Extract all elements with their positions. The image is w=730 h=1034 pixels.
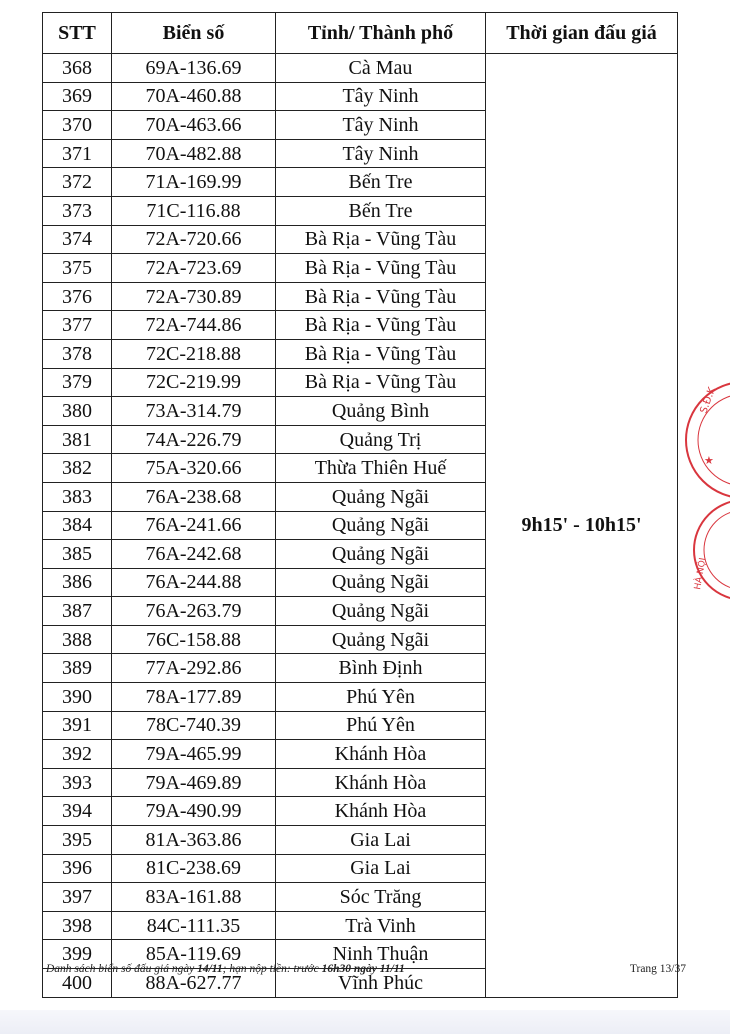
cell-plate: 78C-740.39 xyxy=(112,711,276,740)
cell-province: Bà Rịa - Vũng Tàu xyxy=(276,225,486,254)
cell-plate: 70A-482.88 xyxy=(112,139,276,168)
cell-plate: 71C-116.88 xyxy=(112,196,276,225)
cell-plate: 79A-490.99 xyxy=(112,797,276,826)
cell-stt: 391 xyxy=(43,711,112,740)
cell-stt: 371 xyxy=(43,139,112,168)
stamp-text: S.Đ.K xyxy=(698,385,719,416)
page-footer xyxy=(46,963,686,975)
cell-province: Quảng Bình xyxy=(276,397,486,426)
cell-stt: 386 xyxy=(43,568,112,597)
cell-plate: 81A-363.86 xyxy=(112,826,276,855)
cell-stt: 384 xyxy=(43,511,112,540)
cell-province: Quảng Ngãi xyxy=(276,540,486,569)
header-stt: STT xyxy=(43,13,112,54)
official-stamp xyxy=(646,372,730,602)
cell-stt: 389 xyxy=(43,654,112,683)
cell-stt: 382 xyxy=(43,454,112,483)
cell-plate: 83A-161.88 xyxy=(112,883,276,912)
cell-province: Gia Lai xyxy=(276,854,486,883)
header-province: Tỉnh/ Thành phố xyxy=(276,13,486,54)
cell-province: Quảng Ngãi xyxy=(276,511,486,540)
cell-plate: 71A-169.99 xyxy=(112,168,276,197)
cell-province: Bến Tre xyxy=(276,196,486,225)
cell-province: Cà Mau xyxy=(276,54,486,83)
cell-province: Bến Tre xyxy=(276,168,486,197)
cell-stt: 369 xyxy=(43,82,112,111)
cell-province: Khánh Hòa xyxy=(276,768,486,797)
cell-plate: 72A-744.86 xyxy=(112,311,276,340)
cell-plate: 76C-158.88 xyxy=(112,625,276,654)
cell-plate: 72A-720.66 xyxy=(112,225,276,254)
cell-province: Bà Rịa - Vũng Tàu xyxy=(276,339,486,368)
cell-province: Tây Ninh xyxy=(276,82,486,111)
cell-plate: 77A-292.86 xyxy=(112,654,276,683)
cell-province: Thừa Thiên Huế xyxy=(276,454,486,483)
cell-stt: 399 xyxy=(43,940,112,969)
cell-province: Quảng Ngãi xyxy=(276,597,486,626)
cell-province: Quảng Trị xyxy=(276,425,486,454)
footer-date: 14/11 xyxy=(197,963,223,975)
table-header-row xyxy=(43,13,678,54)
cell-stt: 385 xyxy=(43,540,112,569)
cell-plate: 72A-723.69 xyxy=(112,254,276,283)
cell-stt: 383 xyxy=(43,482,112,511)
cell-plate: 81C-238.69 xyxy=(112,854,276,883)
cell-stt: 395 xyxy=(43,826,112,855)
footer-deadline: 16h30 ngày 11/11 xyxy=(321,963,405,975)
footer-text-2: ; hạn nộp tiền: trước xyxy=(222,963,322,975)
cell-province: Quảng Ngãi xyxy=(276,625,486,654)
cell-plate: 70A-463.66 xyxy=(112,111,276,140)
cell-stt: 390 xyxy=(43,683,112,712)
cell-plate: 88A-627.77 xyxy=(112,969,276,998)
cell-stt: 368 xyxy=(43,54,112,83)
cell-plate: 76A-238.68 xyxy=(112,482,276,511)
cell-stt: 392 xyxy=(43,740,112,769)
cell-province: Tây Ninh xyxy=(276,111,486,140)
header-time: Thời gian đấu giá xyxy=(486,13,678,54)
auction-table xyxy=(42,12,678,998)
cell-province: Phú Yên xyxy=(276,711,486,740)
cell-stt: 373 xyxy=(43,196,112,225)
cell-plate: 76A-263.79 xyxy=(112,597,276,626)
cell-province: Tây Ninh xyxy=(276,139,486,168)
cell-stt: 387 xyxy=(43,597,112,626)
auction-time-cell: 9h15' - 10h15' xyxy=(486,54,678,998)
cell-plate: 84C-111.35 xyxy=(112,911,276,940)
cell-province: Sóc Trăng xyxy=(276,883,486,912)
cell-stt: 380 xyxy=(43,397,112,426)
cell-plate: 78A-177.89 xyxy=(112,683,276,712)
cell-plate: 73A-314.79 xyxy=(112,397,276,426)
header-plate: Biển số xyxy=(112,13,276,54)
cell-province: Bà Rịa - Vũng Tàu xyxy=(276,254,486,283)
cell-plate: 69A-136.69 xyxy=(112,54,276,83)
cell-province: Quảng Ngãi xyxy=(276,568,486,597)
cell-plate: 75A-320.66 xyxy=(112,454,276,483)
cell-plate: 85A-119.69 xyxy=(112,940,276,969)
cell-plate: 72A-730.89 xyxy=(112,282,276,311)
cell-plate: 79A-469.89 xyxy=(112,768,276,797)
cell-province: Quảng Ngãi xyxy=(276,482,486,511)
cell-plate: 72C-218.88 xyxy=(112,339,276,368)
cell-stt: 393 xyxy=(43,768,112,797)
cell-province: Vĩnh Phúc xyxy=(276,969,486,998)
cell-stt: 400 xyxy=(43,969,112,998)
cell-plate: 79A-465.99 xyxy=(112,740,276,769)
table-row xyxy=(43,54,678,83)
stamp-text-2: HÀ NỘI xyxy=(693,557,709,591)
cell-province: Bà Rịa - Vũng Tàu xyxy=(276,368,486,397)
cell-province: Bà Rịa - Vũng Tàu xyxy=(276,311,486,340)
cell-stt: 381 xyxy=(43,425,112,454)
cell-plate: 74A-226.79 xyxy=(112,425,276,454)
cell-stt: 376 xyxy=(43,282,112,311)
cell-stt: 372 xyxy=(43,168,112,197)
cell-province: Gia Lai xyxy=(276,826,486,855)
cell-stt: 377 xyxy=(43,311,112,340)
cell-stt: 375 xyxy=(43,254,112,283)
cell-stt: 379 xyxy=(43,368,112,397)
cell-plate: 76A-241.66 xyxy=(112,511,276,540)
cell-province: Bình Định xyxy=(276,654,486,683)
table-body xyxy=(43,54,678,998)
cell-stt: 374 xyxy=(43,225,112,254)
cell-plate: 76A-244.88 xyxy=(112,568,276,597)
cell-plate: 70A-460.88 xyxy=(112,82,276,111)
cell-stt: 397 xyxy=(43,883,112,912)
cell-province: Bà Rịa - Vũng Tàu xyxy=(276,282,486,311)
cell-stt: 370 xyxy=(43,111,112,140)
bottom-band xyxy=(0,1010,730,1034)
cell-plate: 76A-242.68 xyxy=(112,540,276,569)
page-number: Trang 13/37 xyxy=(629,963,686,975)
cell-stt: 388 xyxy=(43,625,112,654)
cell-stt: 378 xyxy=(43,339,112,368)
footer-text: Danh sách biển số đấu giá ngày xyxy=(46,963,198,975)
cell-stt: 394 xyxy=(43,797,112,826)
cell-province: Khánh Hòa xyxy=(276,797,486,826)
cell-province: Khánh Hòa xyxy=(276,740,486,769)
cell-province: Trà Vinh xyxy=(276,911,486,940)
stamp-star-icon: ★ xyxy=(704,454,714,467)
cell-province: Ninh Thuận xyxy=(276,940,486,969)
cell-stt: 398 xyxy=(43,911,112,940)
cell-province: Phú Yên xyxy=(276,683,486,712)
cell-stt: 396 xyxy=(43,854,112,883)
cell-plate: 72C-219.99 xyxy=(112,368,276,397)
